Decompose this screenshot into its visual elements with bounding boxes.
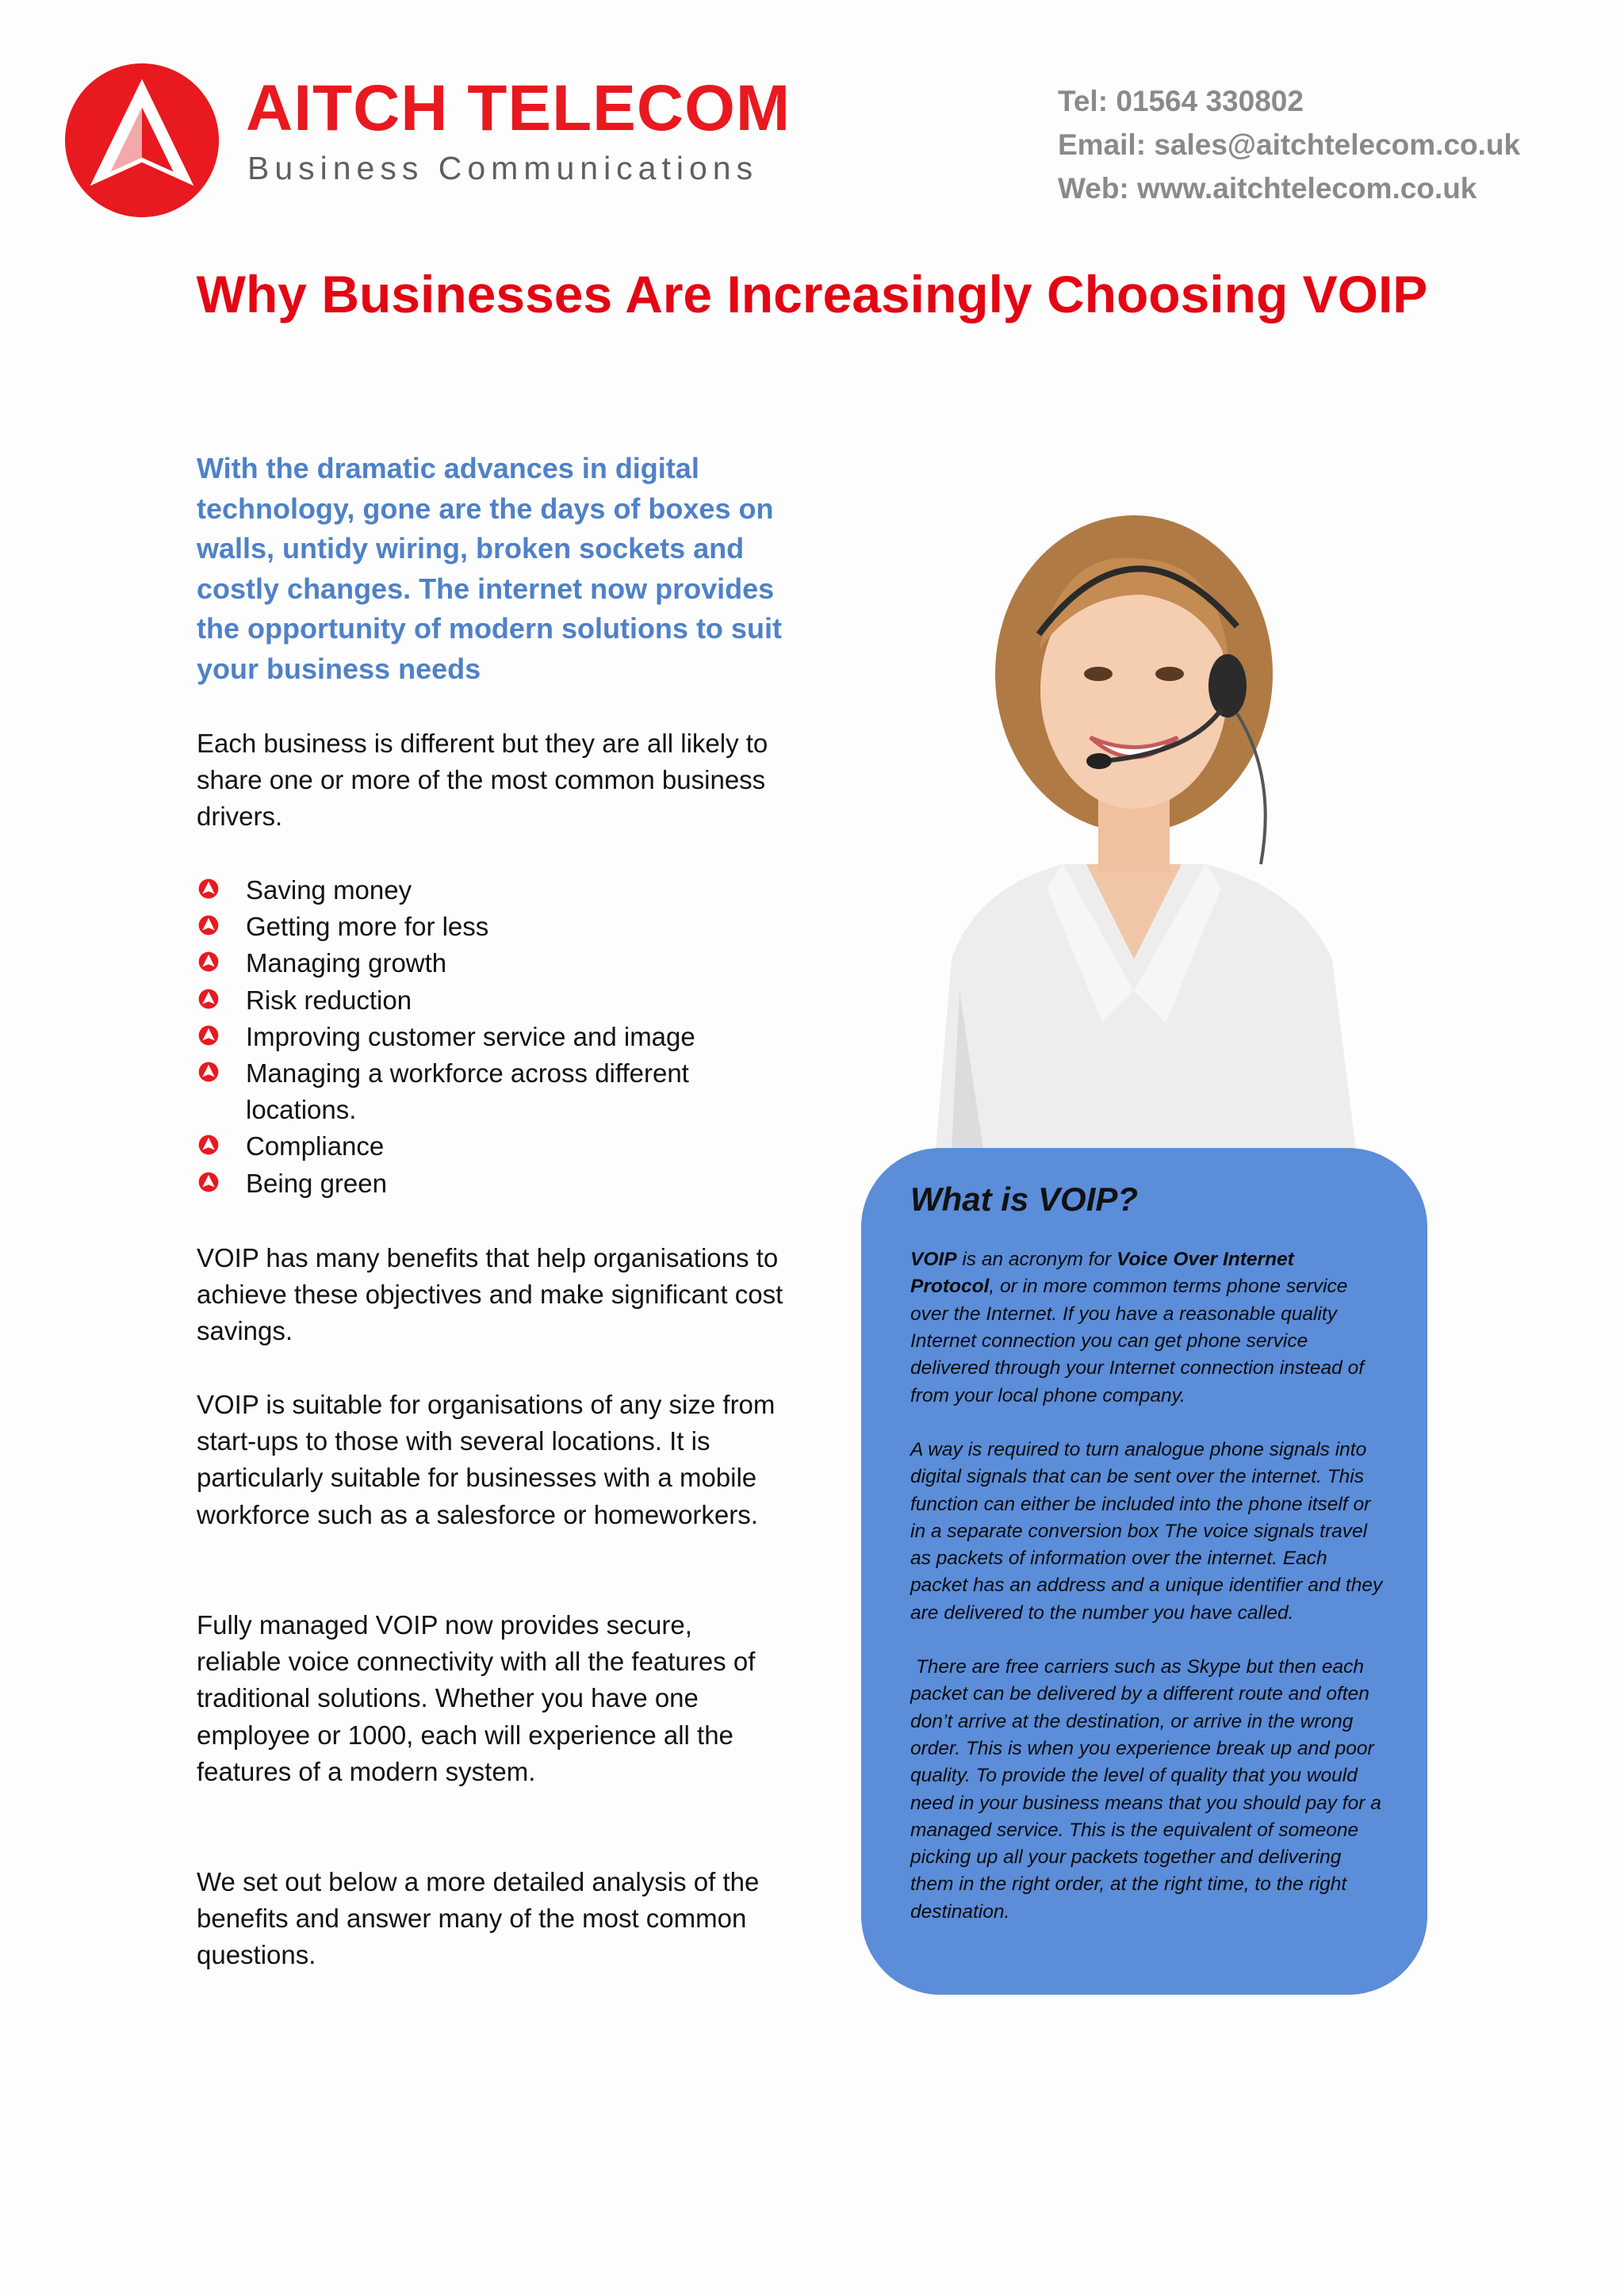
customer-service-agent-photo — [904, 515, 1388, 1150]
contact-block — [1058, 79, 1520, 210]
aitch-bullet-icon — [198, 1135, 219, 1155]
business-driver-label: Compliance — [246, 1131, 385, 1161]
business-driver-item — [197, 945, 783, 982]
aitch-logo-icon — [63, 62, 220, 219]
brand-name: AITCH TELECOM — [246, 72, 791, 144]
body-paragraph-3: VOIP is suitable for organisations of any size from start-ups to those with several locations. It is particularly suitable for businesses with a mobile workforce such as a salesforce or homeworkers. — [197, 1390, 776, 1529]
business-driver-item — [197, 1128, 783, 1165]
brand-tagline: Business Communications — [247, 150, 759, 186]
business-driver-item — [197, 1019, 783, 1055]
voip-term: VOIP — [910, 1249, 957, 1271]
voip-full-term: Voice Over Internet Protocol — [910, 1249, 1294, 1298]
business-driver-item — [197, 1055, 783, 1128]
business-driver-label: Managing growth — [246, 948, 447, 978]
business-driver-label: Getting more for less — [246, 912, 489, 942]
voip-panel-paragraph-2: A way is required to turn analogue phone signals into digital signals that can be sent over the internet. This function can either be included into the phone itself or in a separate conversion box The voice signals travel as packets of information over the internet. Each packet has an address and a unique identifier and they are delivered to the number you have called. — [910, 1438, 1383, 1624]
voip-p1-text-b: , or in more common terms phone service over the Internet. If you have a reasonable quality Internet connection you can get phone service delivered through your Internet connection instead of from your local phone company. — [910, 1276, 1365, 1406]
aitch-bullet-icon — [198, 989, 219, 1009]
business-drivers-list — [197, 872, 783, 1202]
body-paragraph-5: We set out below a more detailed analysis of the benefits and answer many of the most common questions. — [197, 1867, 760, 1970]
business-driver-item — [197, 872, 783, 909]
body-paragraph-1: Each business is different but they are all likely to share one or more of the most common business drivers. — [197, 729, 768, 832]
business-driver-label: Saving money — [246, 875, 412, 905]
body-paragraph-4: Fully managed VOIP now provides secure, reliable voice connectivity with all the features of traditional solutions. Whether you have one employee or 1000, each will experience all the features of a modern system. — [197, 1610, 756, 1786]
aitch-bullet-icon — [198, 951, 219, 972]
intro-paragraph: With the dramatic advances in digital technology, gone are the days of boxes on walls, untidy wiring, broken sockets and costly changes. The internet now provides the opportunity of modern solutions to suit your business needs — [197, 452, 782, 685]
business-driver-item — [197, 909, 783, 945]
business-driver-item — [197, 982, 783, 1019]
voip-panel-paragraph-1 — [910, 1246, 1383, 1410]
contact-web: Web: www.aitchtelecom.co.uk — [1058, 172, 1477, 205]
voip-panel-paragraph-3: There are free carriers such as Skype but then each packet can be delivered by a different route and often don’t arrive at the destination, or arrive in the wrong order. This is when you experience break up and poor quality. To provide the level of quality that you would need in your business means that you should pay for a managed service. This is the equivalent of someone picking up all your packets together and delivering them in the right order, at the right time, to the right destination. — [910, 1656, 1387, 1923]
aitch-bullet-icon — [198, 915, 219, 936]
voip-panel-title: What is VOIP? — [910, 1181, 1139, 1218]
page-title: Why Businesses Are Increasingly Choosing VOIP — [196, 265, 1428, 323]
body-paragraph-2: VOIP has many benefits that help organisations to achieve these objectives and make significant cost savings. — [197, 1243, 783, 1346]
what-is-voip-panel — [861, 1148, 1427, 1995]
business-driver-label: Being green — [246, 1168, 387, 1198]
contact-email: Email: sales@aitchtelecom.co.uk — [1058, 128, 1521, 161]
business-driver-label: Managing a workforce across different locations. — [246, 1058, 689, 1125]
aitch-bullet-icon — [198, 1062, 219, 1082]
business-driver-label: Risk reduction — [246, 985, 412, 1015]
contact-tel: Tel: 01564 330802 — [1058, 85, 1304, 117]
aitch-bullet-icon — [198, 1025, 219, 1046]
business-driver-label: Improving customer service and image — [246, 1021, 695, 1051]
aitch-bullet-icon — [198, 1172, 219, 1192]
voip-p1-text-a: is an acronym for — [956, 1249, 1117, 1271]
aitch-bullet-icon — [198, 878, 219, 899]
business-driver-item — [197, 1165, 783, 1202]
